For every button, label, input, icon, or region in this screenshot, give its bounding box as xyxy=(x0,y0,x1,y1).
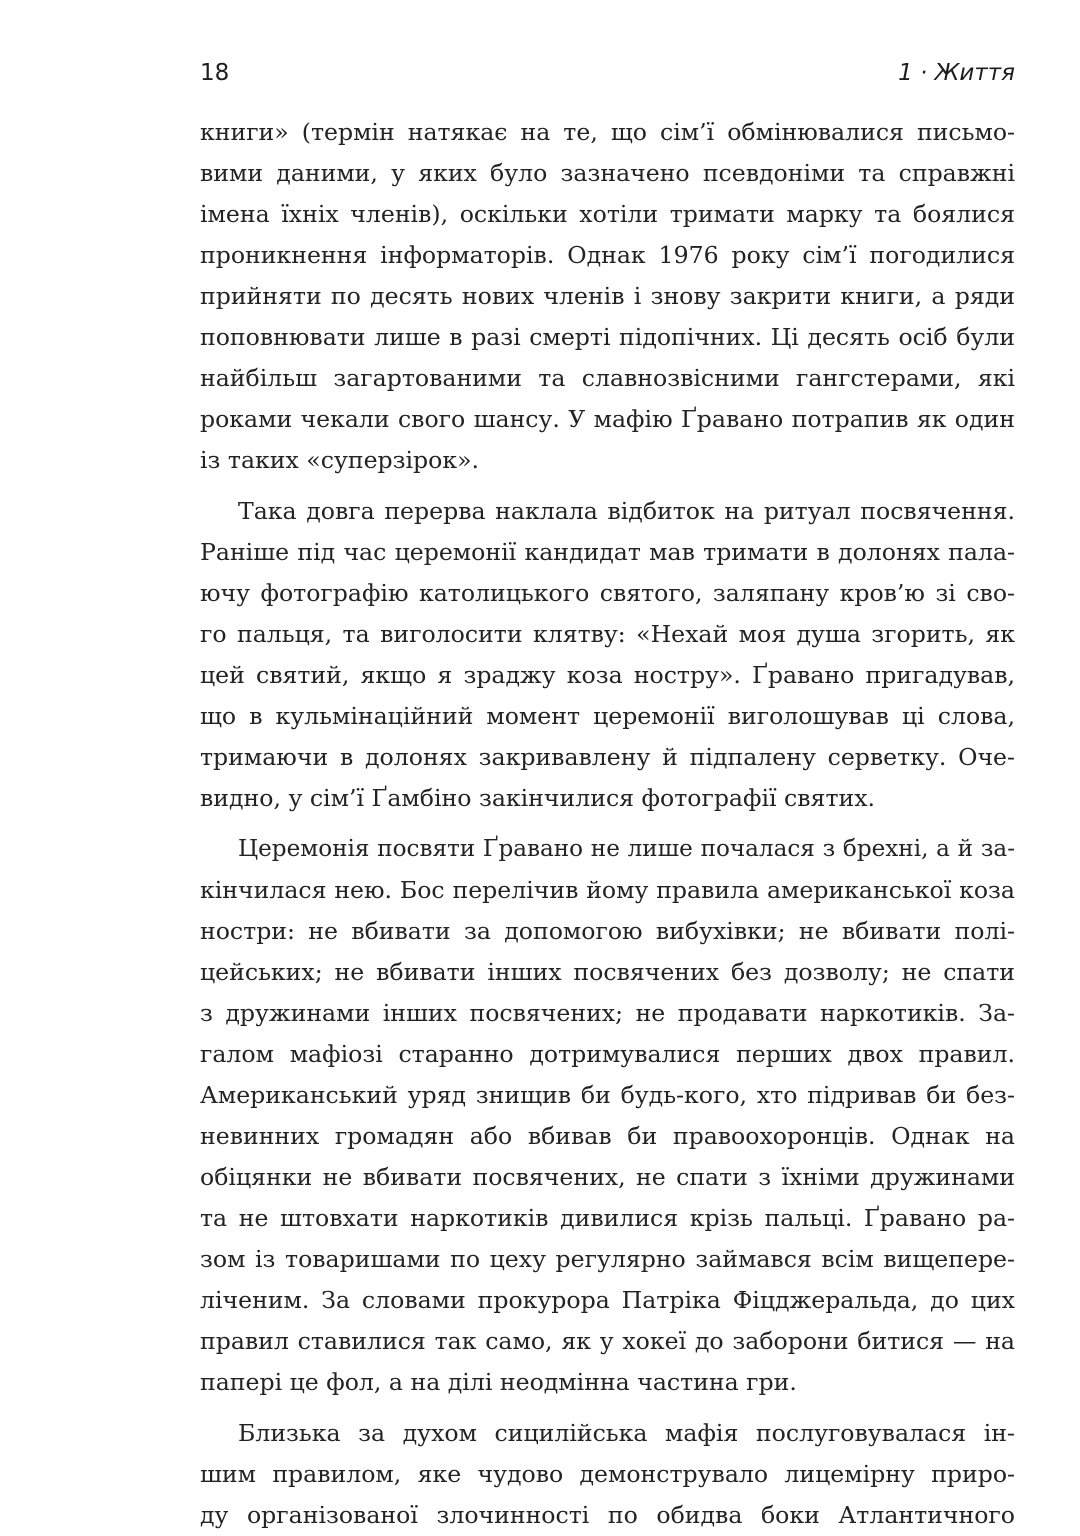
text-line: правил ставилися так само, як у хокеї до заборони битися — на xyxy=(200,1327,1015,1355)
text-line: поповнювати лише в разі смерті підопічних. Ці десять осіб були xyxy=(200,323,1015,351)
text-line: невинних громадян або вбивав би правоохоронців. Однак на xyxy=(200,1122,1015,1150)
text-line: книги» (термін натякає на те, що сім’ї обмінювалися письмо- xyxy=(200,118,1015,146)
text-line: тримаючи в долонях закривавлену й підпалену серветку. Оче- xyxy=(200,743,1015,771)
text-line: ностри: не вбивати за допомогою вибухівки; не вбивати полі- xyxy=(200,917,1015,945)
text-line: цей святий, якщо я зраджу коза ностру». Ґравано пригадував, xyxy=(200,661,1015,689)
text-line: Американський уряд знищив би будь-кого, хто підривав би без- xyxy=(200,1081,1015,1109)
section-title: 1 · Життя xyxy=(898,60,1015,86)
page-number: 18 xyxy=(200,60,230,86)
paragraph-3 xyxy=(200,829,1015,1403)
text-line: галом мафіозі старанно дотримувалися перших двох правил. xyxy=(200,1040,1015,1068)
text-line: із таких «суперзірок». xyxy=(200,446,480,474)
text-line: імена їхніх членів), оскільки хотіли тримати марку та боялися xyxy=(200,200,1015,228)
text-line: проникнення інформаторів. Однак 1976 року сім’ї погодилися xyxy=(200,241,1015,269)
body-text xyxy=(200,112,1015,1536)
text-line: Раніше під час церемонії кандидат мав тримати в долонях пала- xyxy=(200,538,1015,566)
text-line: найбільш загартованими та славнозвісними гангстерами, які xyxy=(200,364,1015,392)
paragraph-2 xyxy=(200,491,1015,819)
text-line: вими даними, у яких було зазначено псевдоніми та справжні xyxy=(200,159,1015,187)
text-line: зом із товаришами по цеху регулярно займався всім вищепере- xyxy=(200,1245,1015,1273)
text-line: що в кульмінаційний момент церемонії виголошував ці слова, xyxy=(200,702,1015,730)
text-line: ючу фотографію католицького святого, заляпану кров’ю зі сво- xyxy=(200,579,1015,607)
text-line: цейських; не вбивати інших посвячених без дозволу; не спати xyxy=(200,958,1015,986)
text-line: та не штовхати наркотиків дивилися крізь пальці. Ґравано ра- xyxy=(200,1204,1015,1232)
running-head xyxy=(200,60,1015,94)
text-line: видно, у сім’ї Ґамбіно закінчилися фотографії святих. xyxy=(200,784,876,812)
text-line: з дружинами інших посвячених; не продавати наркотиків. За- xyxy=(200,999,1015,1027)
text-line: Церемонія посвяти Ґравано не лише почалася з брехні, а й за- xyxy=(238,836,1015,862)
text-line: Близька за духом сицилійська мафія послуговувалася ін- xyxy=(238,1419,1015,1447)
text-line: ліченим. За словами прокурора Патріка Фіцджеральда, до цих xyxy=(200,1286,1015,1314)
text-line: прийняти по десять нових членів і знову закрити книги, а ряди xyxy=(200,282,1015,310)
text-line: обіцянки не вбивати посвячених, не спати з їхніми дружинами xyxy=(200,1163,1015,1191)
text-line: папері це фол, а на ділі неодмінна частина гри. xyxy=(200,1368,797,1396)
text-line: роками чекали свого шансу. У мафію Ґравано потрапив як один xyxy=(200,405,1015,433)
text-line: ду організованої злочинності по обидва боки Атлантичного xyxy=(200,1501,1015,1529)
text-line: го пальця, та виголосити клятву: «Нехай моя душа згорить, як xyxy=(200,620,1015,648)
text-line: шим правилом, яке чудово демонструвало лицемірну приро- xyxy=(200,1460,1015,1488)
paragraph-1 xyxy=(200,112,1015,481)
paragraph-4 xyxy=(200,1413,1015,1536)
text-line: Така довга перерва наклала відбиток на ритуал посвячення. xyxy=(238,497,1015,525)
text-line: кінчилася нею. Бос перелічив йому правила американської коза xyxy=(200,876,1015,904)
